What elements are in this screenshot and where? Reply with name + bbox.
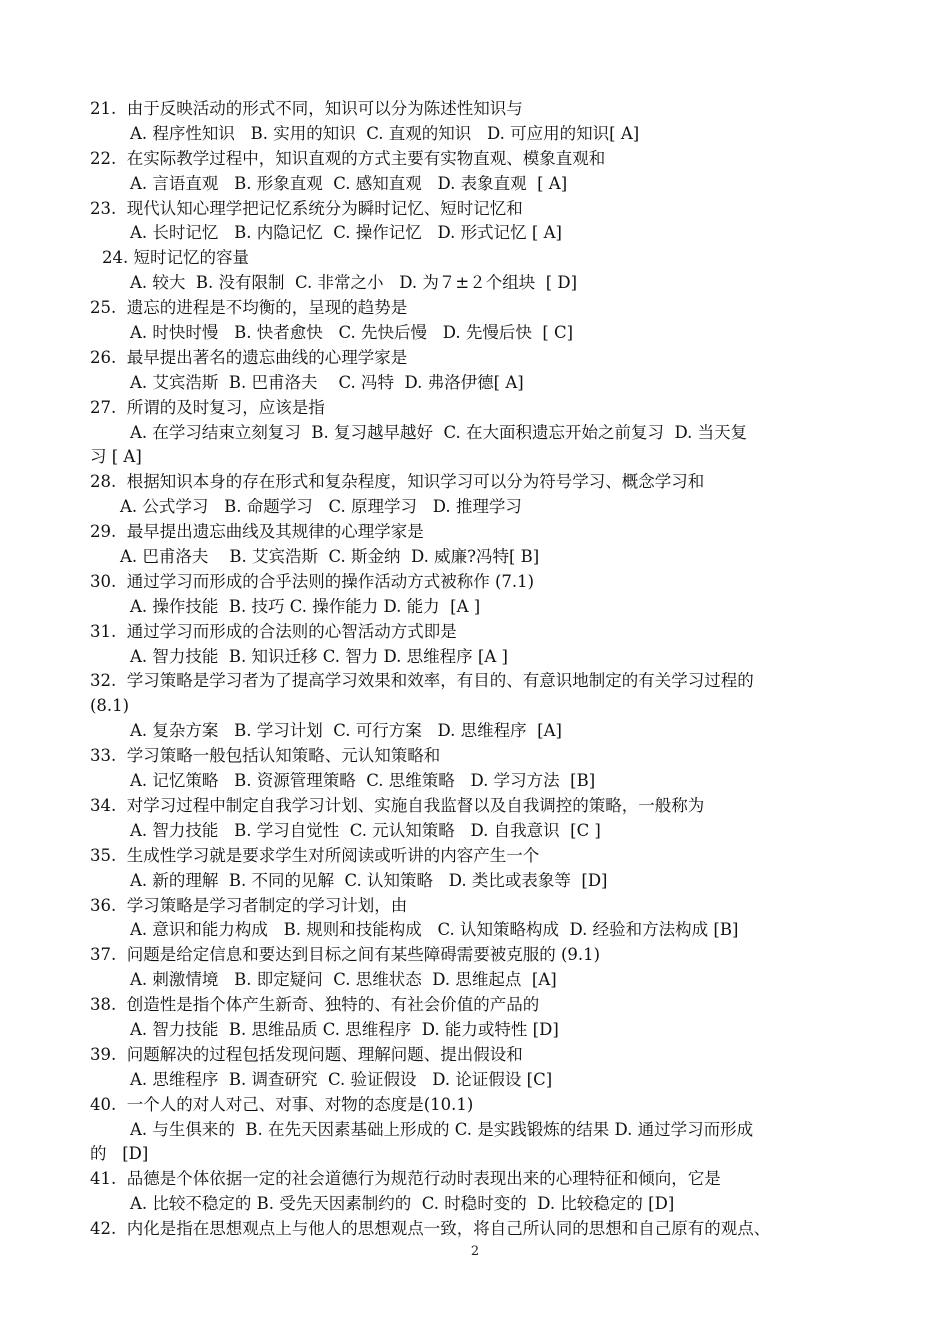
- question-text: 41. 品德是个体依据一定的社会道德行为规范行动时表现出来的心理特征和倾向，它是: [90, 1169, 721, 1189]
- question-text: 27. 所谓的及时复习，应该是指: [90, 397, 325, 417]
- question-text: 35. 生成性学习就是要求学生对所阅读或听讲的内容产生一个: [90, 845, 540, 865]
- answer-options-continued: 的 [D]: [90, 1144, 149, 1164]
- question-text: 24. 短时记忆的容量: [102, 248, 249, 268]
- answer-options: A. 智力技能 B. 学习自觉性 C. 元认知策略 D. 自我意识 [C ]: [130, 820, 601, 840]
- answer-options: A. 言语直观 B. 形象直观 C. 感知直观 D. 表象直观 [ A]: [130, 173, 568, 193]
- question-text: 32. 学习策略是学习者为了提高学习效果和效率，有目的、有意识地制定的有关学习过程的: [90, 671, 754, 691]
- answer-options: A. 巴甫洛夫 B. 艾宾浩斯 C. 斯金纳 D. 威廉?冯特[ B]: [120, 547, 540, 567]
- answer-options: A. 程序性知识 B. 实用的知识 C. 直观的知识 D. 可应用的知识[ A]: [130, 123, 640, 143]
- answer-options: A. 新的理解 B. 不同的见解 C. 认知策略 D. 类比或表象等 [D]: [130, 870, 608, 890]
- question-text: 38. 创造性是指个体产生新奇、独特的、有社会价值的产品的: [90, 995, 540, 1015]
- page-number: 2: [470, 1244, 480, 1259]
- answer-options-continued: 习 [ A]: [90, 447, 142, 467]
- question-list: [90, 97, 880, 1242]
- question-text: 25. 遗忘的进程是不均衡的，呈现的趋势是: [90, 298, 408, 318]
- question-text: 31. 通过学习而形成的合法则的心智活动方式即是: [90, 621, 457, 641]
- answer-options: A. 公式学习 B. 命题学习 C. 原理学习 D. 推理学习: [120, 497, 522, 517]
- answer-options: A. 在学习结束立刻复习 B. 复习越早越好 C. 在大面积遗忘开始之前复习 D. 当天复: [130, 422, 748, 442]
- answer-options: A. 智力技能 B. 知识迁移 C. 智力 D. 思维程序 [A ]: [130, 646, 508, 666]
- answer-options: A. 操作技能 B. 技巧 C. 操作能力 D. 能力 [A ]: [130, 596, 481, 616]
- answer-options: A. 较大 B. 没有限制 C. 非常之小 D. 为７±２个组块 [ D]: [130, 273, 578, 293]
- answer-options: A. 时快时慢 B. 快者愈快 C. 先快后慢 D. 先慢后快 [ C]: [130, 323, 574, 343]
- question-text: 28. 根据知识本身的存在形式和复杂程度，知识学习可以分为符号学习、概念学习和: [90, 472, 705, 492]
- answer-options: A. 复杂方案 B. 学习计划 C. 可行方案 D. 思维程序 [A]: [130, 721, 562, 741]
- question-text-continued: (8.1): [90, 696, 130, 716]
- question-text: 21. 由于反映活动的形式不同，知识可以分为陈述性知识与: [90, 99, 523, 118]
- question-text: 26. 最早提出著名的遗忘曲线的心理学家是: [90, 347, 408, 367]
- question-text: 39. 问题解决的过程包括发现问题、理解问题、提出假设和: [90, 1044, 523, 1064]
- answer-options: A. 与生俱来的 B. 在先天因素基础上形成的 C. 是实践锻炼的结果 D. 通过学习而形成: [130, 1119, 754, 1139]
- question-text: 34. 对学习过程中制定自我学习计划、实施自我监督以及自我调控的策略，一般称为: [90, 795, 705, 815]
- question-text: 23. 现代认知心理学把记忆系统分为瞬时记忆、短时记忆和: [90, 198, 523, 218]
- question-text: 30. 通过学习而形成的合乎法则的操作活动方式被称作 (7.1): [90, 571, 535, 591]
- answer-options: A. 长时记忆 B. 内隐记忆 C. 操作记忆 D. 形式记忆 [ A]: [130, 223, 562, 243]
- question-text: 33. 学习策略一般包括认知策略、元认知策略和: [90, 746, 441, 766]
- question-text: 42. 内化是指在思想观点上与他人的思想观点一致，将自己所认同的思想和自己原有的观点、: [90, 1219, 771, 1239]
- answer-options: A. 刺激情境 B. 即定疑问 C. 思维状态 D. 思维起点 [A]: [130, 970, 557, 990]
- answer-options: A. 意识和能力构成 B. 规则和技能构成 C. 认知策略构成 D. 经验和方法构成 [B]: [130, 920, 739, 940]
- answer-options: A. 比较不稳定的 B. 受先天因素制约的 C. 时稳时变的 D. 比较稳定的 [D]: [130, 1194, 675, 1214]
- question-text: 40. 一个人的对人对己、对事、对物的态度是(10.1): [90, 1094, 474, 1114]
- question-text: 29. 最早提出遗忘曲线及其规律的心理学家是: [90, 522, 424, 542]
- answer-options: A. 智力技能 B. 思维品质 C. 思维程序 D. 能力或特性 [D]: [130, 1019, 559, 1039]
- answer-options: A. 艾宾浩斯 B. 巴甫洛夫 C. 冯特 D. 弗洛伊德[ A]: [130, 372, 524, 392]
- answer-options: A. 思维程序 B. 调查研究 C. 验证假设 D. 论证假设 [C]: [130, 1069, 553, 1089]
- question-text: 36. 学习策略是学习者制定的学习计划，由: [90, 895, 408, 915]
- answer-options: A. 记忆策略 B. 资源管理策略 C. 思维策略 D. 学习方法 [B]: [130, 771, 596, 791]
- question-text: 37. 问题是给定信息和要达到目标之间有某些障碍需要被克服的 (9.1): [90, 945, 601, 965]
- question-text: 22. 在实际教学过程中，知识直观的方式主要有实物直观、模象直观和: [90, 148, 606, 168]
